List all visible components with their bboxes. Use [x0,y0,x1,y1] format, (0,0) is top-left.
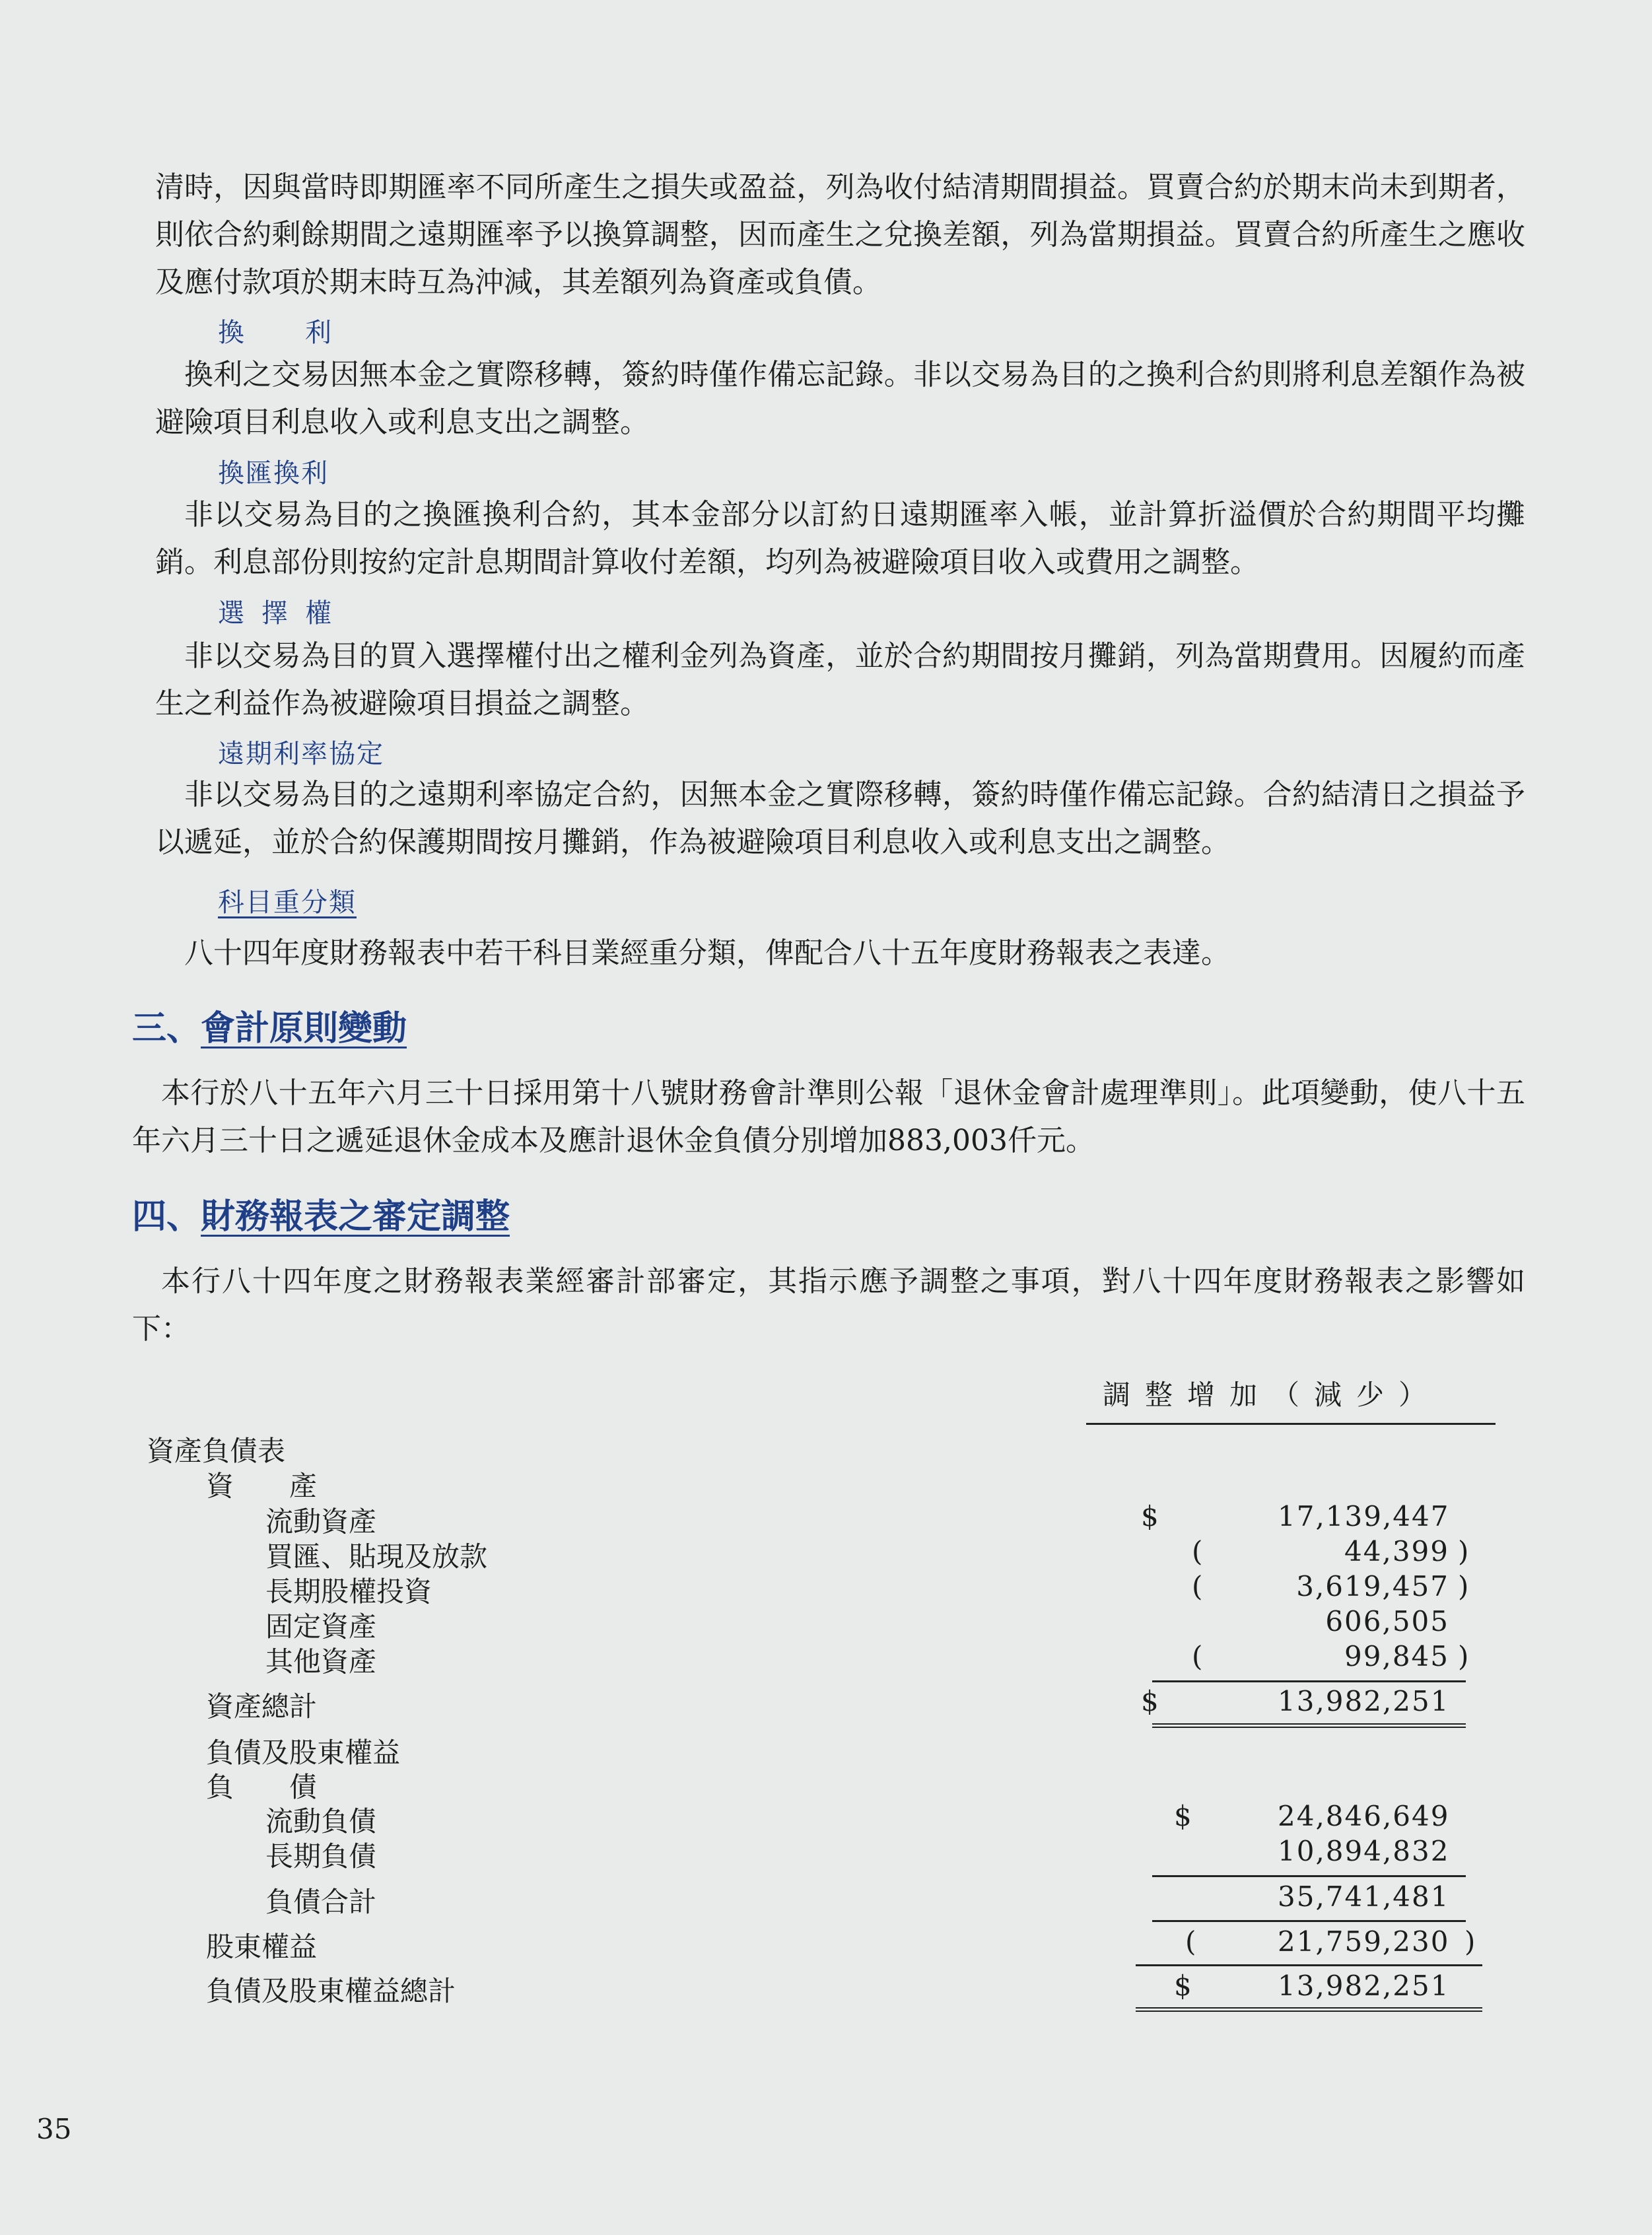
close-paren: ) [1464,1925,1476,1958]
table-row-value: 44,399 [1344,1535,1449,1567]
open-paren: ( [1192,1640,1203,1672]
table-row-value: 99,845 [1344,1640,1449,1672]
close-paren: ) [1458,1570,1469,1602]
table-column-header: 調整增加（減少） [1103,1379,1441,1411]
table-row-value: 24,846,649 [1278,1800,1450,1832]
table-row-value: 3,619,457 [1296,1570,1449,1602]
paragraph-reclassification: 八十四年度財務報表中若干科目業經重分類，俾配合八十五年度財務報表之表達。 [184,936,1230,970]
section-4-number: 四、 [132,1197,201,1237]
table-row-label: 買匯、貼現及放款 [265,1540,488,1573]
table-row-value: 35,741,481 [1278,1880,1450,1913]
table-row-label: 長期股權投資 [265,1575,432,1608]
paragraph-forex-settlement: 清時，因與當時即期匯率不同所產生之損失或盈益，列為收付結清期間損益。買賣合約於期末尚未到期者，則依合約剩餘期間之遠期匯率予以換算調整，因而產生之兌換差額，列為當期損益。買賣合約所產生之應收及應付款項於期末時互為沖減，其差額列為資產或負債。 [155,170,1525,299]
page-number: 35 [36,2113,72,2145]
paragraph-section-3: 本行於八十五年六月三十日採用第十八號財務會計準則公報「退休金會計處理準則」。此項變動，使八十五年六月三十日之遞延退休金成本及應計退休金負債分別增加883,003仟元。 [132,1076,1525,1157]
table-row-value: 17,139,447 [1278,1500,1450,1532]
table-row-label: 負債及股東權益總計 [206,1975,456,2007]
subtotal-rule [1152,1680,1466,1682]
subheading-reclassification: 科目重分類 [218,887,357,918]
open-paren: ( [1192,1570,1203,1602]
dollar-sign: $ [1141,1500,1159,1532]
dollar-sign: $ [1141,1685,1159,1717]
open-paren: ( [1192,1535,1203,1567]
close-paren: ) [1458,1640,1469,1672]
paragraph-option: 非以交易為目的買入選擇權付出之權利金列為資產，並於合約期間按月攤銷，列為當期費用。因履約而產生之利益作為被避險項目損益之調整。 [155,639,1525,720]
table-row-label: 流動資產 [265,1505,377,1538]
subtotal-rule [1152,1920,1466,1922]
label-liabilities: 負 債 [206,1771,318,1803]
table-row-label: 長期負債 [265,1840,377,1873]
subheading-swap: 換 利 [218,318,349,348]
paragraph-section-4: 本行八十四年度之財務報表業經審計部審定，其指示應予調整之事項，對八十四年度財務報表之影響如下： [132,1264,1525,1346]
section-heading-3 [132,1000,407,1050]
subheading-cross-currency-swap: 換匯換利 [218,458,329,489]
dollar-sign: $ [1174,1800,1192,1832]
label-assets: 資 產 [206,1470,318,1502]
subtotal-rule [1152,1875,1466,1877]
table-row-label: 固定資產 [265,1610,377,1643]
table-row-value: 10,894,832 [1278,1835,1450,1867]
total-double-rule [1136,2007,1482,2016]
table-row-label: 流動負債 [265,1805,377,1838]
label-liabilities-equity: 負債及股東權益 [206,1736,401,1769]
section-3-title: 會計原則變動 [201,1009,407,1049]
table-row-value: 21,759,230 [1278,1925,1450,1958]
subheading-option: 選擇權 [218,598,349,629]
table-row-value: 13,982,251 [1278,1685,1450,1717]
table-row-value: 606,505 [1325,1605,1449,1637]
paragraph-swap: 換利之交易因無本金之實際移轉，簽約時僅作備忘記錄。非以交易為目的之換利合約則將利息差額作為被避險項目利息收入或利息支出之調整。 [155,358,1525,439]
section-4-title: 財務報表之審定調整 [201,1197,510,1237]
table-row-label: 股東權益 [206,1931,318,1963]
paragraph-fra: 非以交易為目的之遠期利率協定合約，因無本金之實際移轉，簽約時僅作備忘記錄。合約結清日之損益予以遞延，並於合約保護期間按月攤銷，作為被避險項目利息收入或利息支出之調整。 [155,778,1525,859]
section-heading-4 [132,1188,510,1238]
table-row-label: 其他資產 [265,1645,377,1678]
table-row-label: 資產總計 [206,1690,318,1723]
label-balance-sheet: 資產負債表 [147,1435,286,1467]
table-row-value: 13,982,251 [1278,1970,1450,2002]
paragraph-cross-currency-swap: 非以交易為目的之換匯換利合約，其本金部分以訂約日遠期匯率入帳，並計算折溢價於合約期間平均攤銷。利息部份則按約定計息期間計算收付差額，均列為被避險項目收入或費用之調整。 [155,498,1525,579]
section-3-number: 三、 [132,1009,201,1049]
dollar-sign: $ [1174,1970,1192,2002]
column-header-rule [1086,1423,1496,1425]
subtotal-rule [1136,1964,1482,1966]
subheading-fra: 遠期利率協定 [218,739,384,769]
close-paren: ) [1458,1535,1469,1567]
table-row-label: 負債合計 [265,1886,377,1918]
total-double-rule [1152,1723,1466,1732]
open-paren: ( [1185,1925,1196,1958]
